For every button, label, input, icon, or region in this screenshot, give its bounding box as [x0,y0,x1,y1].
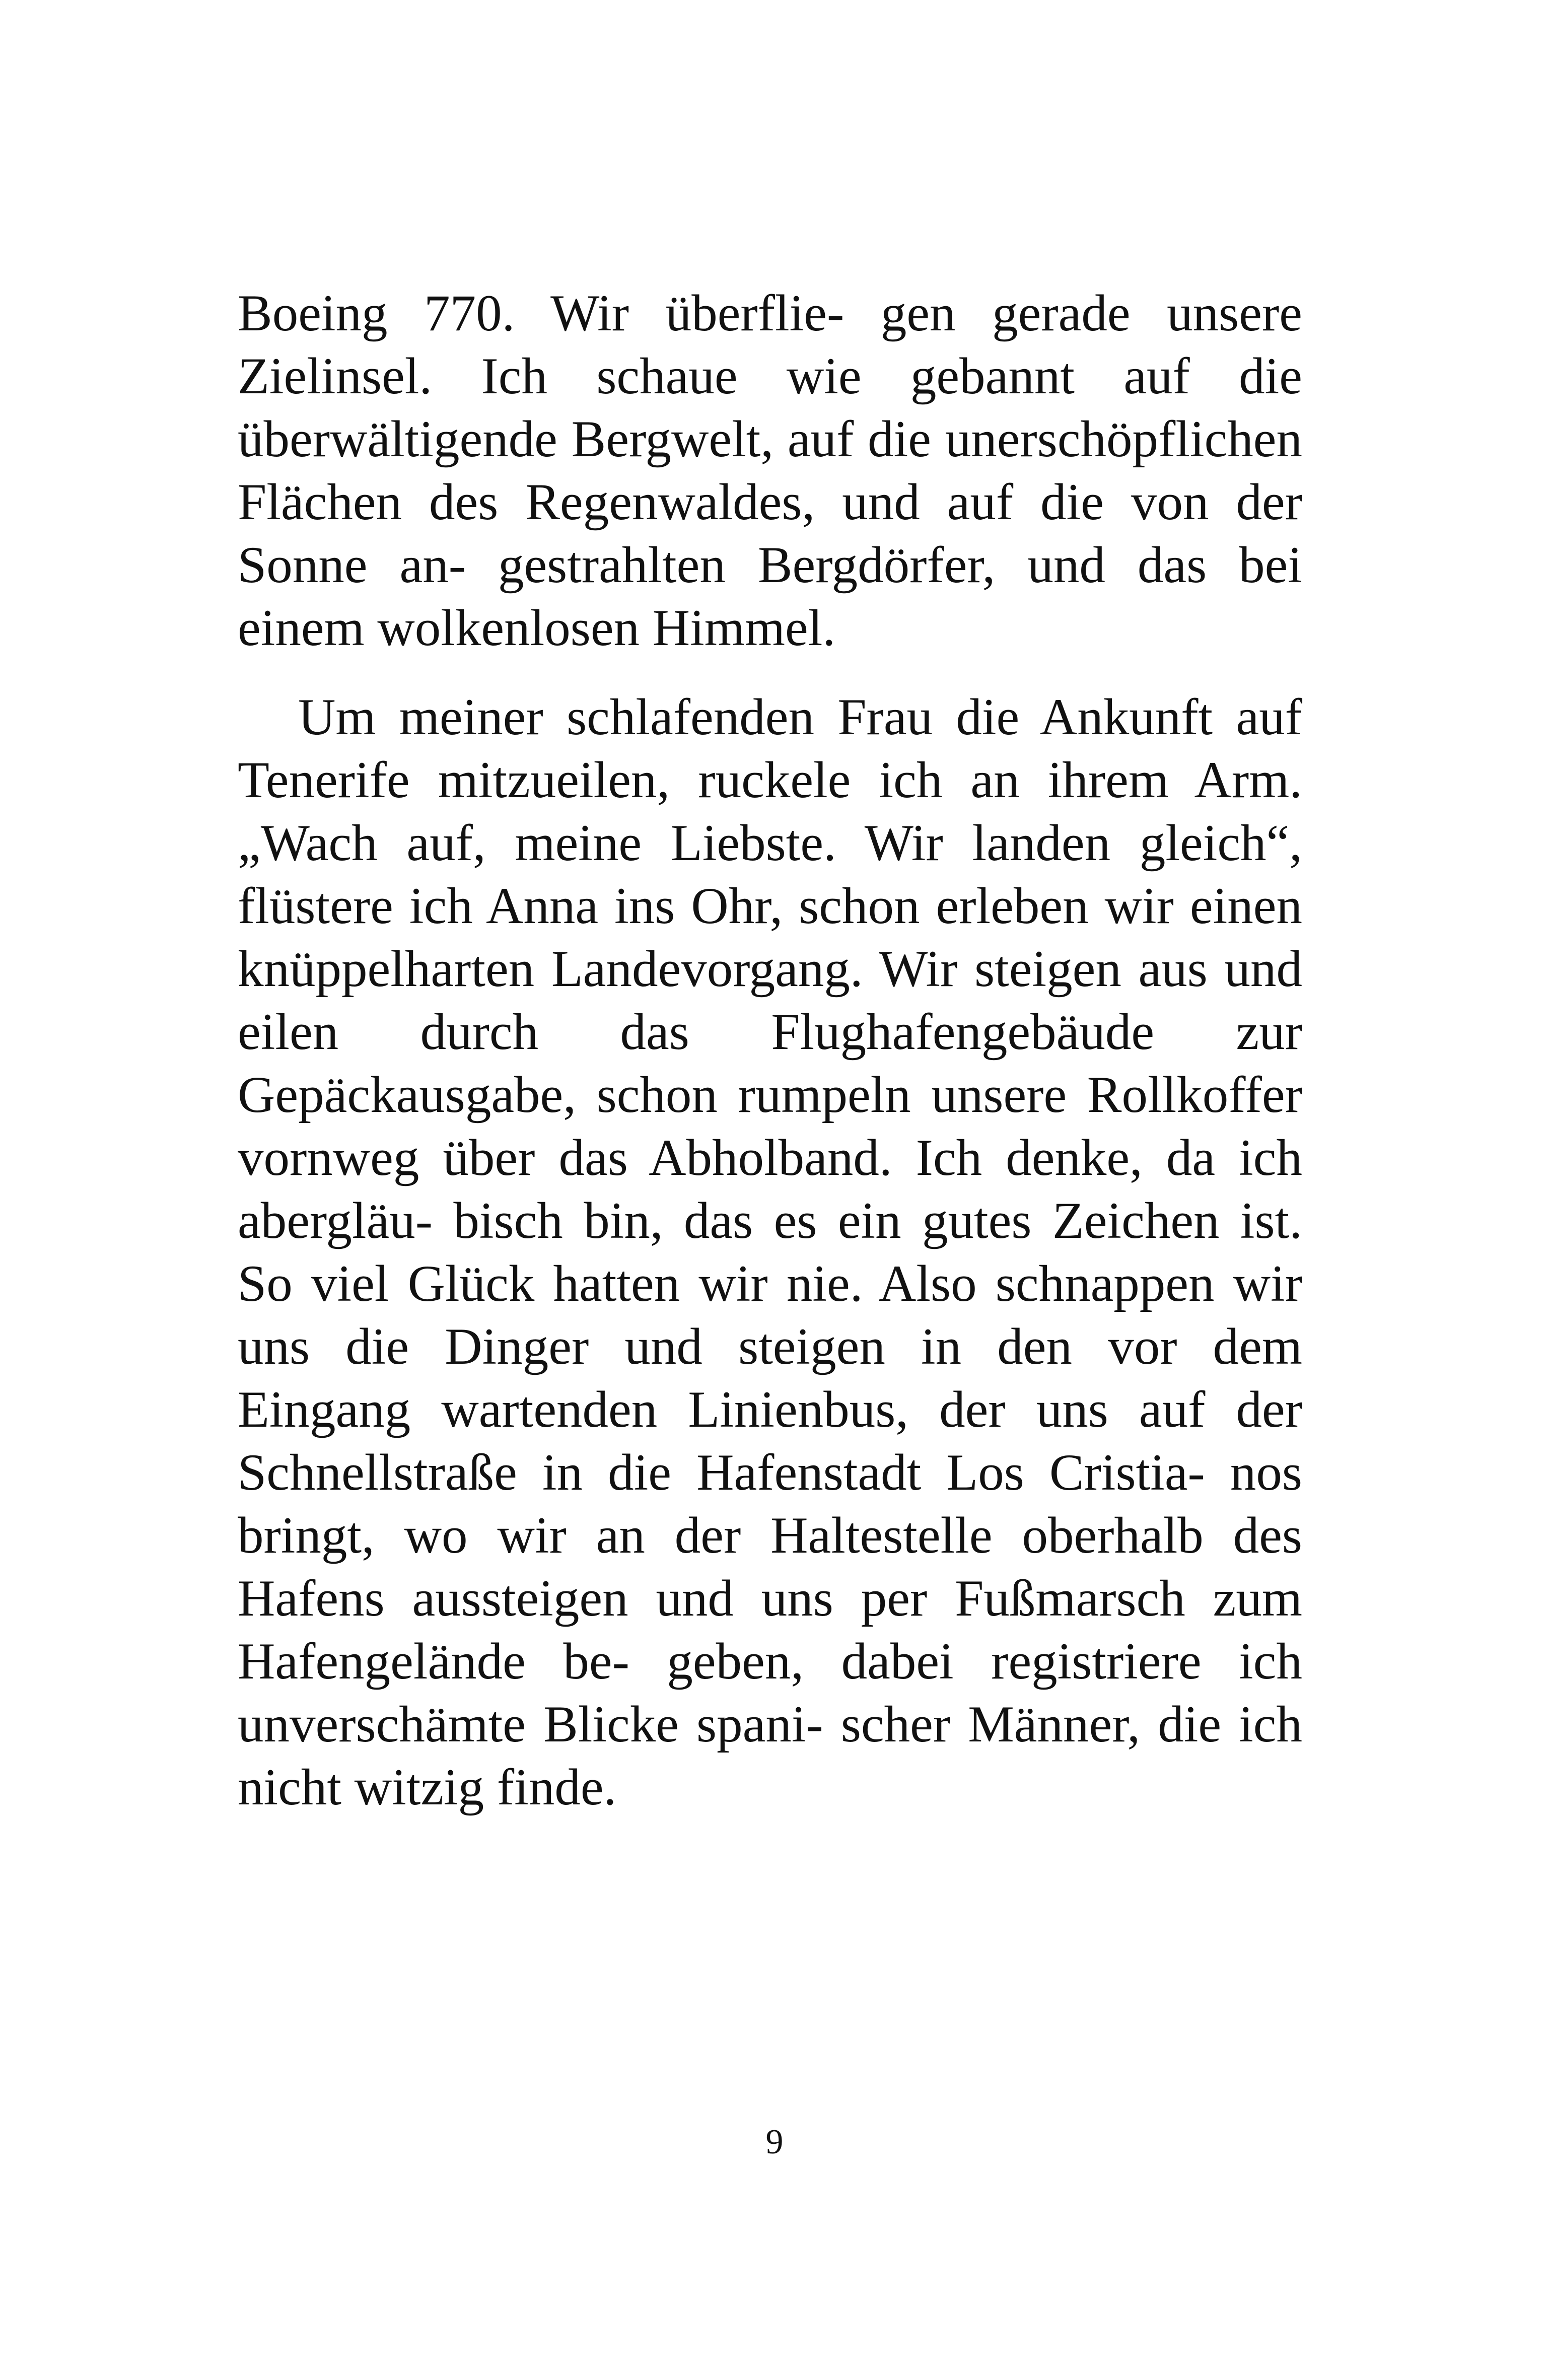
paragraph-1: Boeing 770. Wir überflie- gen gerade unsere Zielinsel. Ich schaue wie gebannt auf die überwältigende Bergwelt, auf die unerschöpflichen Flächen des Regenwaldes, und auf die von der Sonne an- gestrahlten Bergdörfer, und das bei einem wolkenlosen Himmel. [238,285,1302,657]
body-text [238,282,1302,1819]
page-number: 9 [765,2123,784,2161]
paragraph-2: Um meiner schlafenden Frau die Ankunft auf Tenerife mitzueilen, ruckele ich an ihrem Arm. „Wach auf, meine Liebste. Wir landen gleich“, flüstere ich Anna ins Ohr, schon erleben wir einen knüppelharten Landevorgang. Wir steigen aus und eilen durch das Flughafengebäude zur Gepäckausgabe, schon rumpeln unsere Rollkoffer vornweg über das Abholband. Ich denke, da ich abergläu- bisch bin, das es ein gutes Zeichen ist. So viel Glück hatten wir nie. Also schnappen wir uns die Dinger und steigen in den vor dem Eingang wartenden Linienbus, der uns auf der Schnellstraße in die Hafenstadt Los Cristia- nos bringt, wo wir an der Haltestelle oberhalb des Hafens aussteigen und uns per Fußmarsch zum Hafengelände be- geben, dabei registriere ich unverschämte Blicke spani- scher Männer, die ich nicht witzig finde. [238,688,1302,1816]
